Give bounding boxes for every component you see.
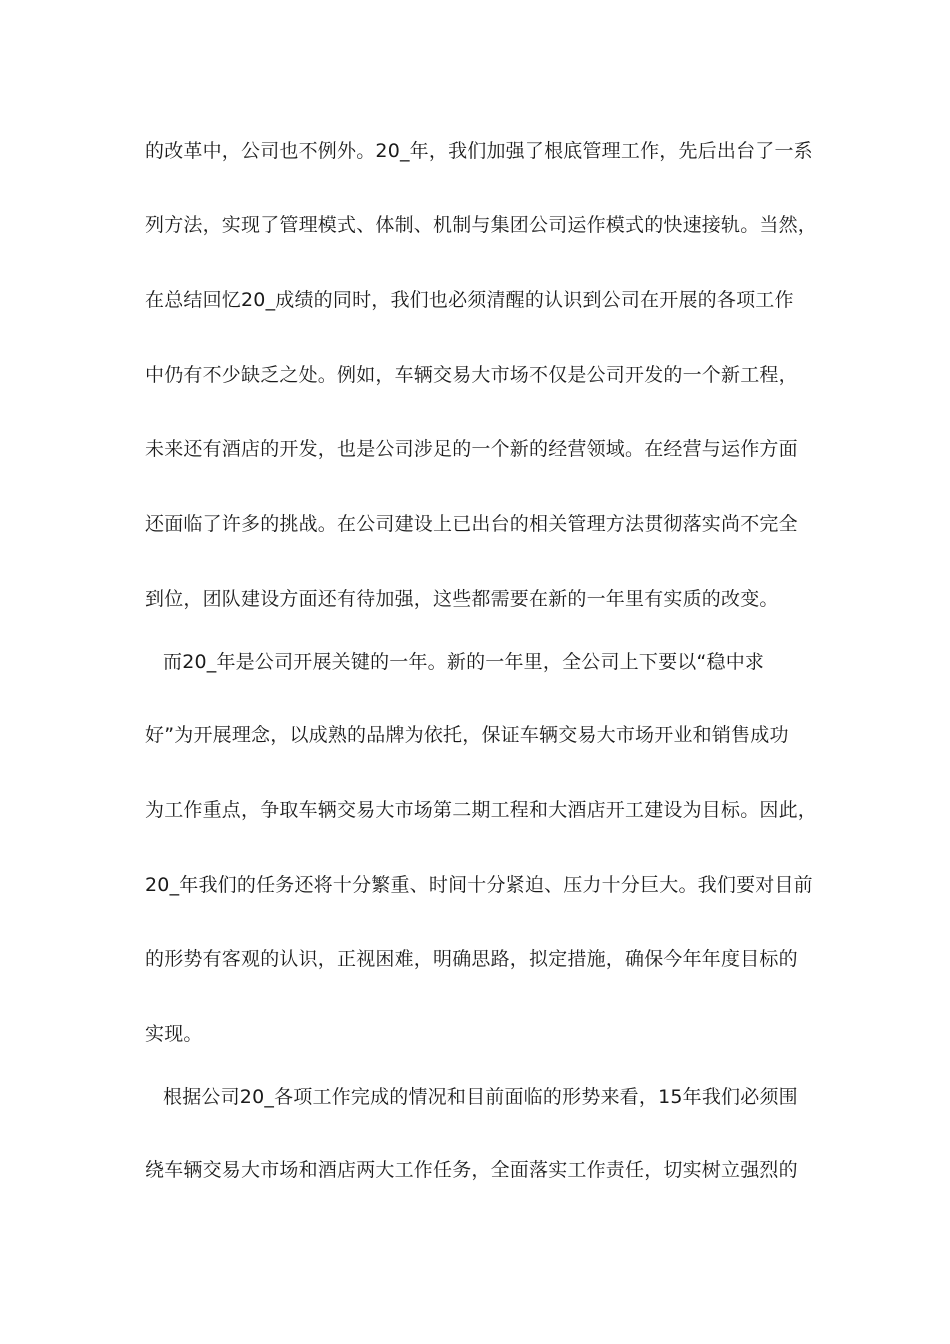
paragraph-line: 到位，团队建设方面还有待加强，这些都需要在新的一年里有实质的改变。	[145, 588, 779, 610]
paragraph-line: 实现。	[145, 1023, 203, 1045]
paragraph-line: 还面临了许多的挑战。在公司建设上已出台的相关管理方法贯彻落实尚不完全	[145, 513, 798, 535]
paragraph-line: 绕车辆交易大市场和酒店两大工作任务，全面落实工作责任，切实树立强烈的	[145, 1159, 798, 1181]
paragraph-line: 的改革中，公司也不例外。20_年，我们加强了根底管理工作，先后出台了一系	[145, 140, 813, 162]
paragraph-line: 为工作重点，争取车辆交易大市场第二期工程和大酒店开工建设为目标。因此，	[145, 799, 818, 821]
paragraph-line: 在总结回忆20_成绩的同时，我们也必须清醒的认识到公司在开展的各项工作	[145, 289, 794, 311]
paragraph-line: 而20_年是公司开展关键的一年。新的一年里，全公司上下要以“稳中求	[163, 651, 765, 673]
paragraph-line: 中仍有不少缺乏之处。例如，车辆交易大市场不仅是公司开发的一个新工程，	[145, 364, 798, 386]
paragraph-line: 20_年我们的任务还将十分繁重、时间十分紧迫、压力十分巨大。我们要对目前	[145, 874, 813, 896]
paragraph-line: 根据公司20_各项工作完成的情况和目前面临的形势来看，15年我们必须围	[163, 1086, 798, 1108]
paragraph-line: 的形势有客观的认识，正视困难，明确思路，拟定措施，确保今年年度目标的	[145, 948, 798, 970]
paragraph-line: 好”为开展理念，以成熟的品牌为依托，保证车辆交易大市场开业和销售成功	[145, 724, 789, 746]
paragraph-line: 未来还有酒店的开发，也是公司涉足的一个新的经营领域。在经营与运作方面	[145, 438, 798, 460]
paragraph-line: 列方法，实现了管理模式、体制、机制与集团公司运作模式的快速接轨。当然，	[145, 214, 818, 236]
